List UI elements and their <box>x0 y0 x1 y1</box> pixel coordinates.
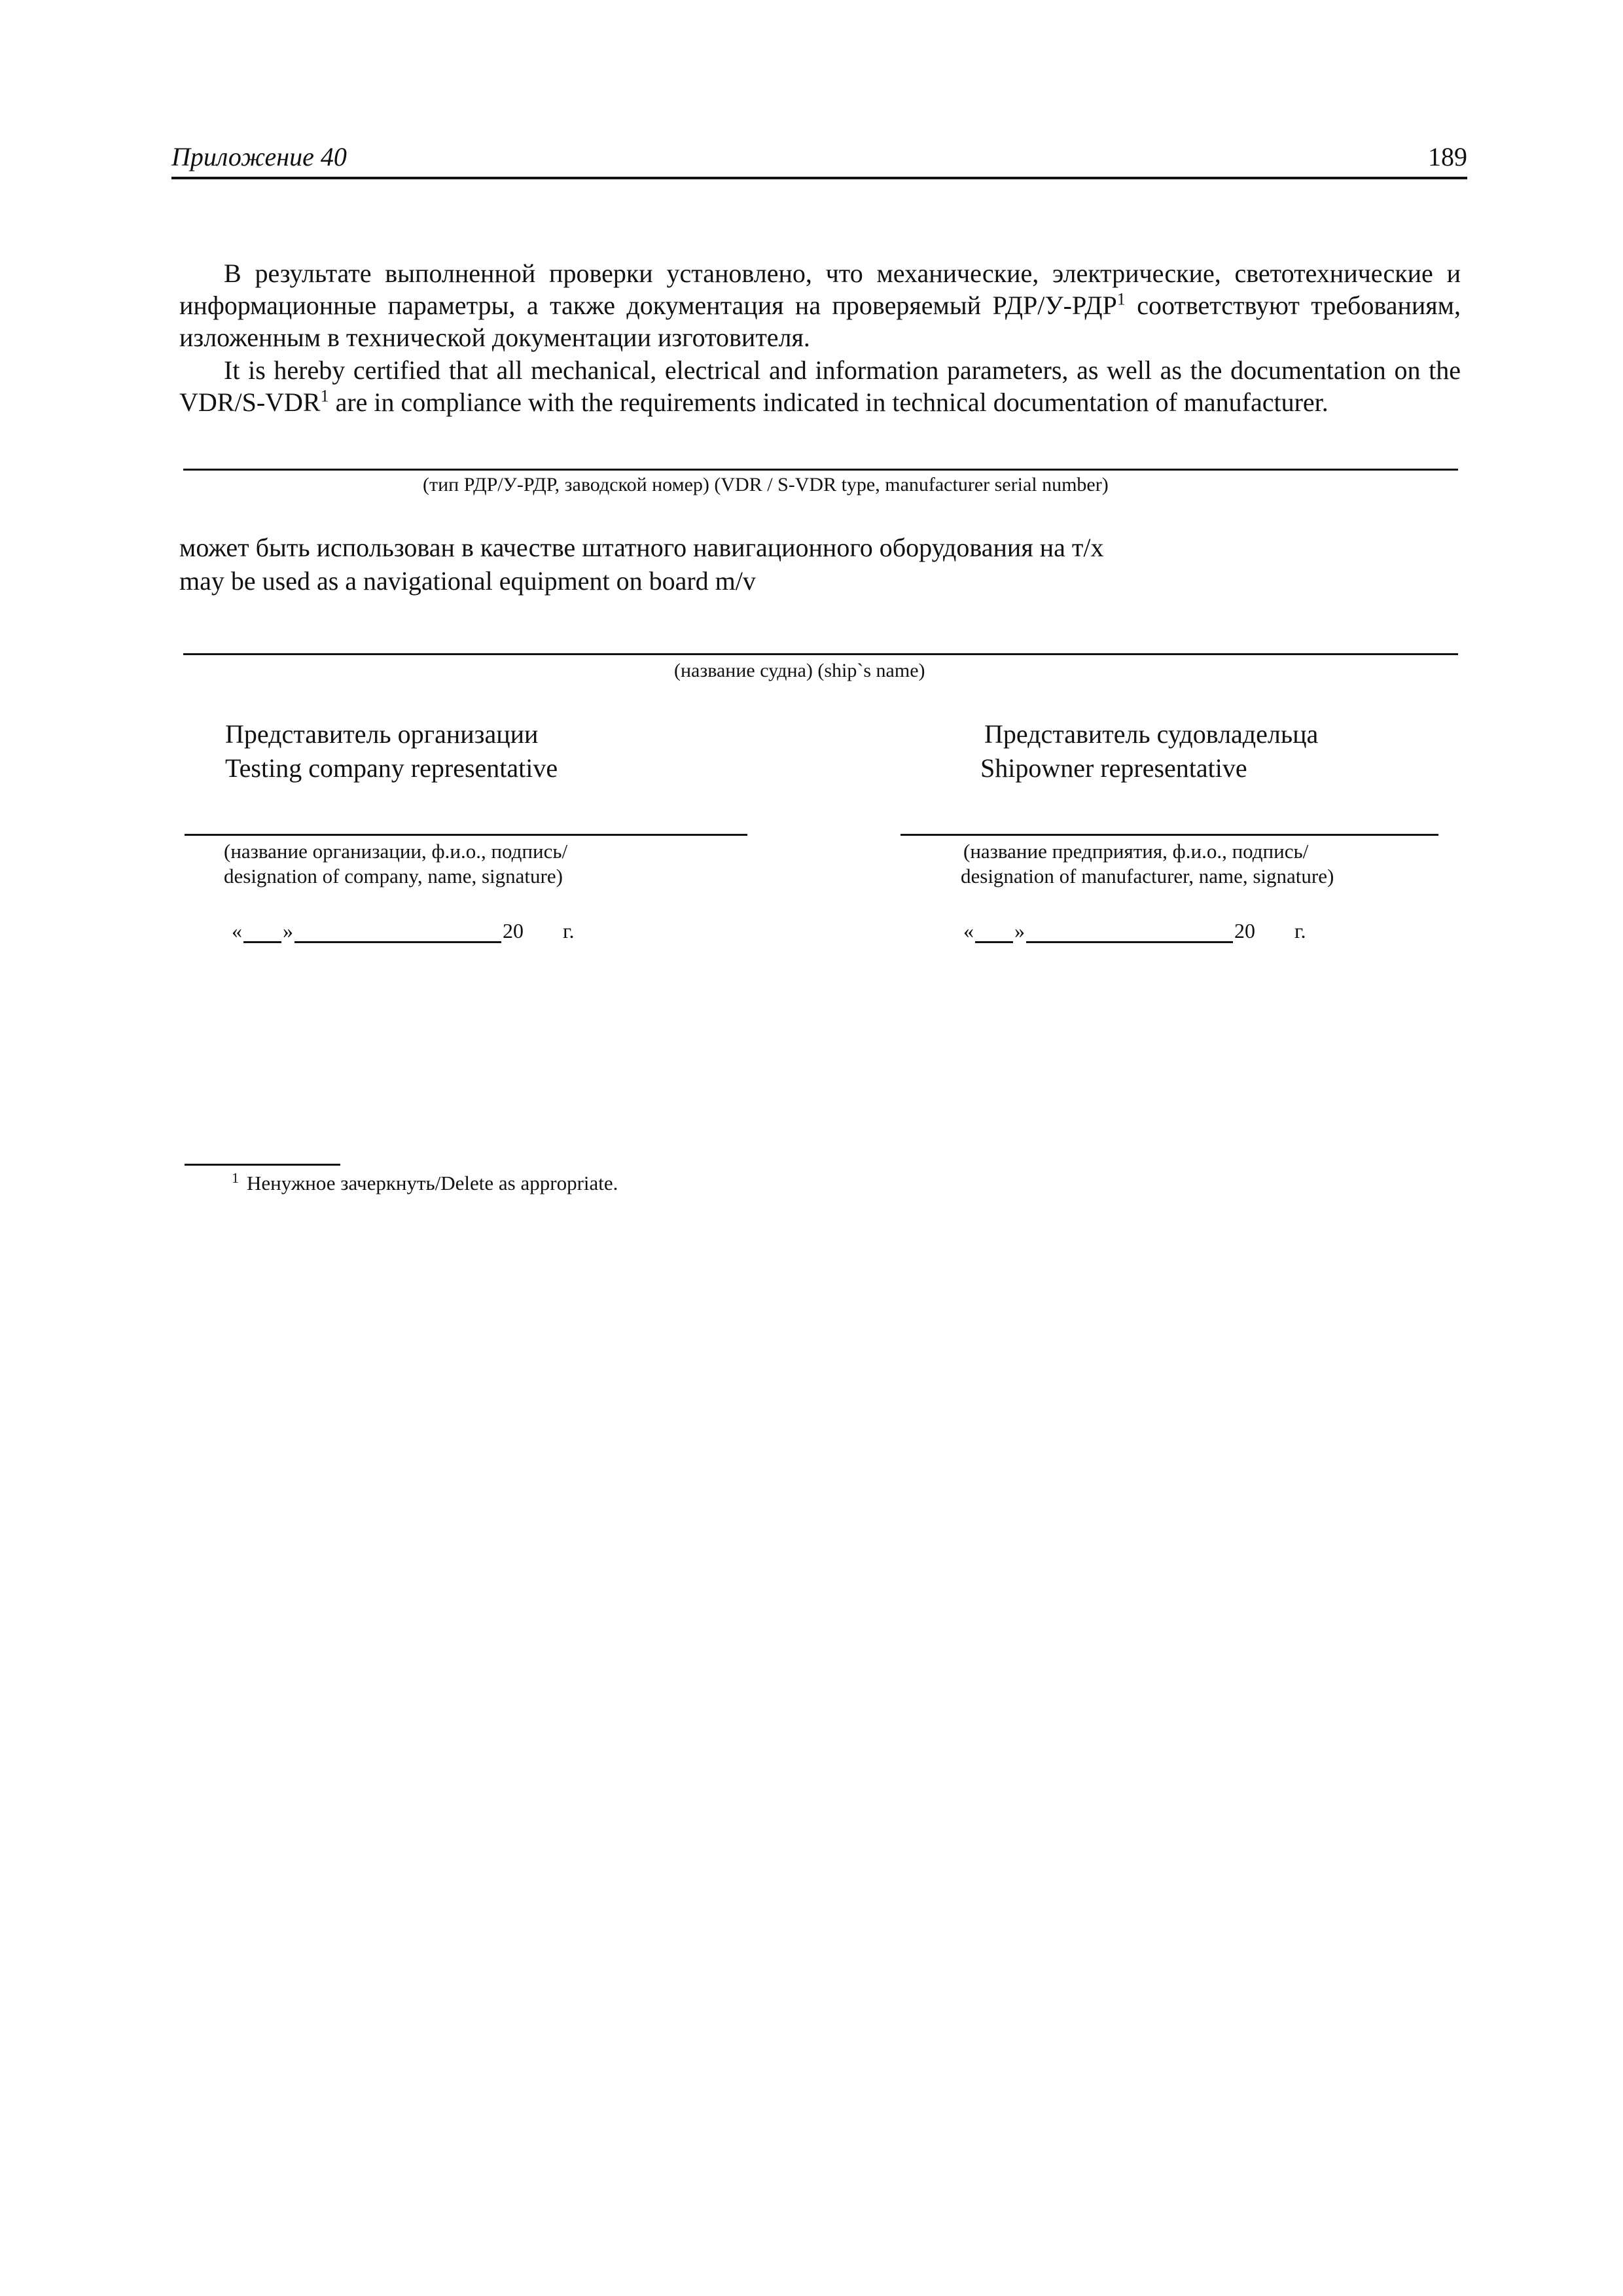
testing-company-title-ru: Представитель организации <box>225 719 539 749</box>
footnote <box>232 1169 618 1195</box>
footnote-marker-en: 1 <box>320 386 329 406</box>
certification-paragraph-ru <box>179 257 1461 353</box>
shipowner-title-en: Shipowner representative <box>980 753 1247 783</box>
shipowner-caption-ru: (название предприятия, ф.и.о., подпись/ <box>963 840 1309 863</box>
month-blank[interactable] <box>1026 922 1233 943</box>
day-blank[interactable] <box>975 922 1013 943</box>
date-open-quote: « <box>232 919 242 942</box>
ship-name-caption: (название судна) (ship`s name) <box>674 660 925 681</box>
year-prefix: 20 <box>503 919 524 942</box>
date-open-quote: « <box>963 919 974 942</box>
shipowner-title-ru: Представитель судовладельца <box>984 719 1319 749</box>
testing-company-date-row <box>232 919 575 943</box>
year-prefix: 20 <box>1234 919 1255 942</box>
testing-company-signature-line[interactable] <box>185 834 747 836</box>
vdr-type-caption: (тип РДР/У-РДР, заводской номер) (VDR / S-VDR type, manufacturer serial number) <box>423 474 1109 495</box>
usage-line-ru: может быть использован в качестве штатного навигационного оборудования на т/х <box>179 533 1104 562</box>
date-close-quote: » <box>1014 919 1025 942</box>
footnote-number: 1 <box>232 1169 239 1186</box>
certification-text-en-part1: It is hereby certified that all mechanical, electrical and information parameters, as well as the documentation on the VDR/S-VDR <box>179 355 1461 417</box>
day-blank[interactable] <box>243 922 281 943</box>
footnote-text: Ненужное зачеркнуть/Delete as appropriate. <box>247 1172 618 1194</box>
shipowner-date-row <box>963 919 1306 943</box>
certification-text-en-part2: are in compliance with the requirements indicated in technical documentation of manufacturer. <box>329 387 1329 417</box>
certification-text-ru-part2: соответствуют требованиям, изложенным в технической документации изготовителя. <box>179 291 1461 352</box>
certification-paragraph-en <box>179 354 1461 418</box>
testing-company-caption-ru: (название организации, ф.и.о., подпись/ <box>224 840 568 863</box>
appendix-title: Приложение 40 <box>171 142 347 171</box>
footnote-rule <box>185 1164 340 1166</box>
year-suffix: г. <box>1294 919 1306 942</box>
shipowner-caption-en: designation of manufacturer, name, signature) <box>961 865 1334 888</box>
testing-company-caption-en: designation of company, name, signature) <box>224 865 563 888</box>
footnote-marker-ru: 1 <box>1116 289 1126 309</box>
usage-line-en: may be used as a navigational equipment on board m/v <box>179 566 756 596</box>
testing-company-title-en: Testing company representative <box>225 753 558 783</box>
year-suffix: г. <box>563 919 575 942</box>
vdr-type-fill-line[interactable] <box>183 469 1458 471</box>
date-close-quote: » <box>283 919 293 942</box>
certification-text-ru-part1: В результате выполненной проверки установлено, что механические, электрические, светотехнические и информационные параметры, а также документация на проверяемый РДР/У-РДР <box>179 259 1461 320</box>
ship-name-fill-line[interactable] <box>183 653 1458 655</box>
header-rule <box>171 177 1467 179</box>
shipowner-signature-line[interactable] <box>901 834 1438 836</box>
month-blank[interactable] <box>294 922 501 943</box>
page-number: 189 <box>1428 142 1467 171</box>
